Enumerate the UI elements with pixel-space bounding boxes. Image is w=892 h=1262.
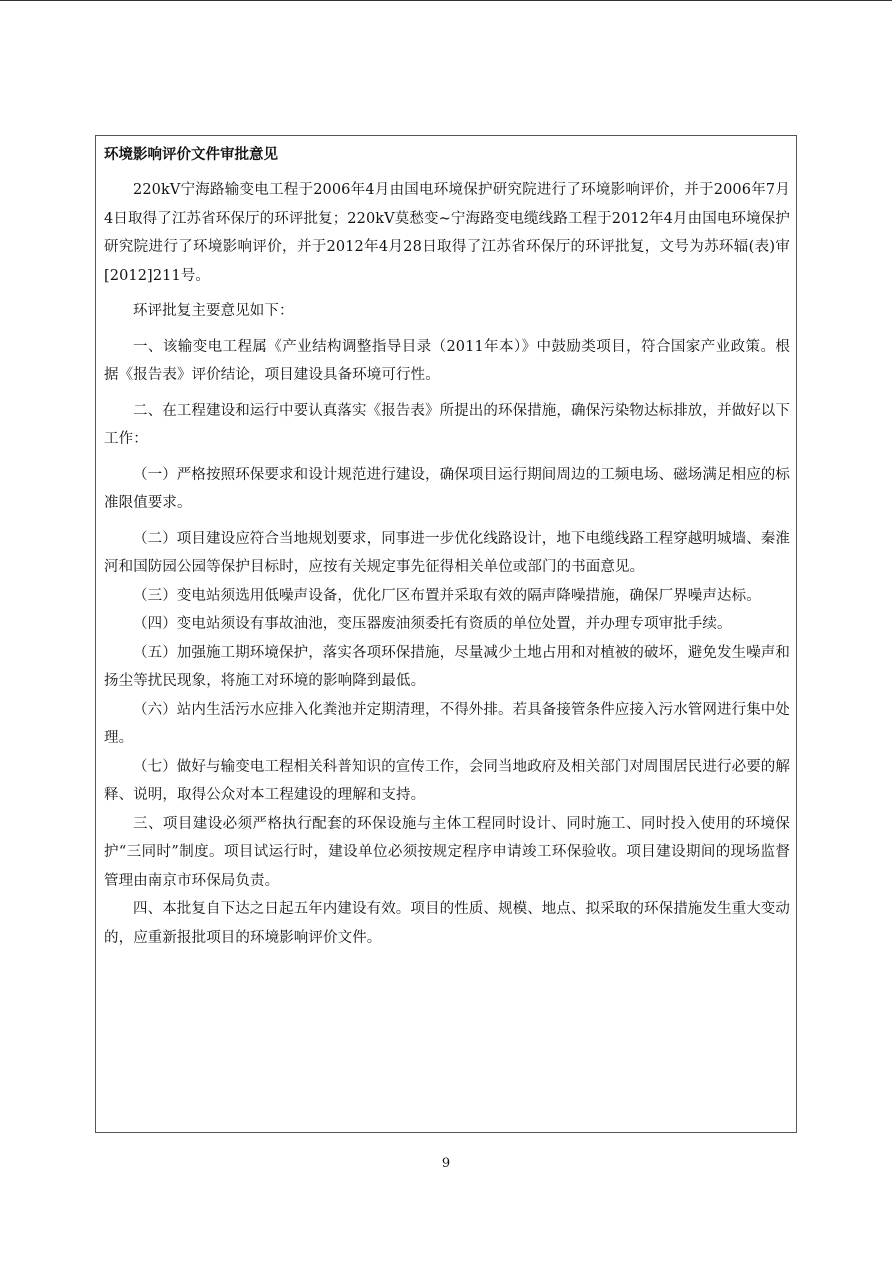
approval-body xyxy=(104,176,790,952)
paragraph-item-4: 四、本批复自下达之日起五年内建设有效。项目的性质、规模、地点、拟采取的环保措施发生重大变动的，应重新报批项目的环境影响评价文件。 xyxy=(104,901,790,946)
paragraph-subitem-4: （四）变电站须设有事故油池，变压器废油须委托有资质的单位处置，并办理专项审批手续。 xyxy=(133,616,732,632)
paragraph-summary-lead: 环评批复主要意见如下： xyxy=(133,303,294,319)
paragraph-subitem-3: （三）变电站须选用低噪声设备，优化厂区布置并采取有效的隔声降噪措施，确保厂界噪声达标。 xyxy=(133,587,761,604)
paragraph-subitem-1: （一）严格按照环保要求和设计规范进行建设，确保项目运行期间周边的工频电场、磁场满足相应的标准限值要求。 xyxy=(104,466,790,511)
page-number: 9 xyxy=(441,1156,451,1171)
paragraph-intro: 220kV宁海路输变电工程于2006年4月由国电环境保护研究院进行了环境影响评价，并于2006年7月4日取得了江苏省环保厅的环评批复；220kV莫愁变~宁海路变电缆线路工程于2012年4月由国电环境保护研究院进行了环境影响评价，并于2012年4月28日取得了江苏省环保厅的环评批复，文号为苏环辐(表)审[2012]211号。 xyxy=(104,182,790,284)
paragraph-item-3: 三、项目建设必须严格执行配套的环保设施与主体工程同时设计、同时施工、同时投入使用的环境保护“三同时”制度。项目试运行时，建设单位必须按规定程序申请竣工环保验收。项目建设期间的现场监督管理由南京市环保局负责。 xyxy=(104,815,790,889)
paragraph-subitem-2: （二）项目建设应符合当地规划要求，同事进一步优化线路设计，地下电缆线路工程穿越明城墙、秦淮河和国防园公园等保护目标时，应按有关规定事先征得相关单位或部门的书面意见。 xyxy=(104,530,790,575)
page-top-border xyxy=(0,0,892,1)
paragraph-subitem-6: （六）站内生活污水应排入化粪池并定期清理，不得外排。若具备接管条件应接入污水管网进行集中处理。 xyxy=(104,701,790,746)
paragraph-subitem-5: （五）加强施工期环境保护，落实各项环保措施，尽量减少土地占用和对植被的破坏，避免发生噪声和扬尘等扰民现象，将施工对环境的影响降到最低。 xyxy=(104,644,790,689)
paragraph-item-2: 二、在工程建设和运行中要认真落实《报告表》所提出的环保措施，确保污染物达标排放，并做好以下工作： xyxy=(104,402,790,447)
section-title: 环境影响评价文件审批意见 xyxy=(104,146,278,163)
paragraph-item-1: 一、该输变电工程属《产业结构调整指导目录（2011年本）》中鼓励类项目，符合国家产业政策。根据《报告表》评价结论，项目建设具备环境可行性。 xyxy=(104,338,790,383)
paragraph-subitem-7: （七）做好与输变电工程相关科普知识的宣传工作，会同当地政府及相关部门对周围居民进行必要的解释、说明，取得公众对本工程建设的理解和支持。 xyxy=(104,758,790,803)
